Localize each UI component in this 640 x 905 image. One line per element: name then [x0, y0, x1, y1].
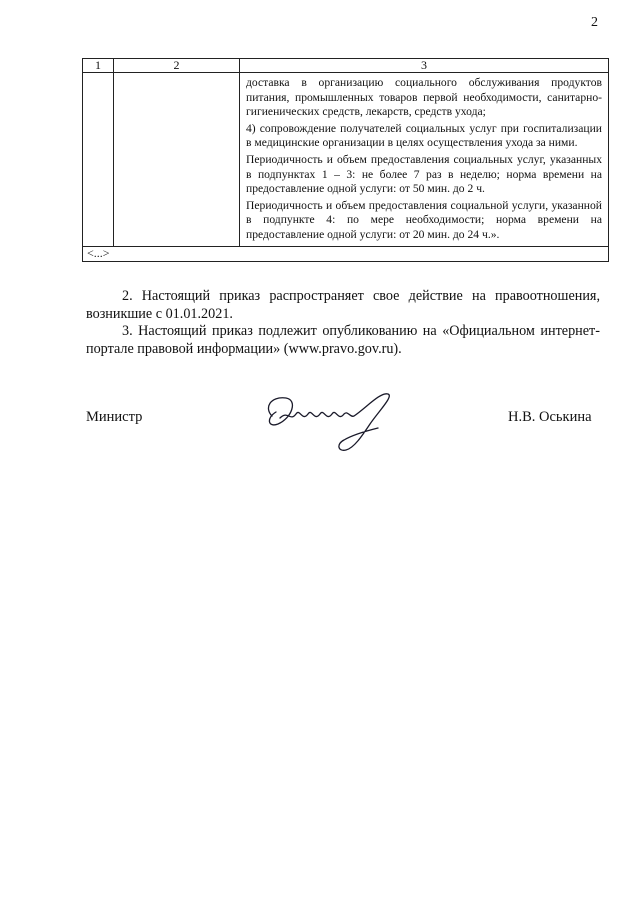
- page-number: 2: [591, 15, 598, 30]
- table-header-row: [83, 59, 609, 73]
- paragraph-2-text: 2. Настоящий приказ распространяет свое действие на правоотношения, возникшие с 01.01.2021.: [86, 288, 600, 322]
- signatory-title: Министр: [86, 409, 143, 425]
- cell-col-2: [114, 73, 240, 247]
- cell-text-item-4: 4) сопровождение получателей социальных услуг при госпитализации в медицинские организации в целях осуществления ухода за ними.: [246, 121, 602, 150]
- cell-col-1: [83, 73, 114, 247]
- cell-text-periodicity-4: Периодичность и объем предоставления социальной услуги, указанной в подпункте 4: по мере необходимости; норма времени на предоставление одной услуги: от 20 мин. до 24 ч.».: [246, 198, 602, 241]
- cell-col-3: [240, 73, 609, 247]
- cell-text-delivery: доставка в организацию социального обслуживания продуктов питания, промышленных товаров первой необходимости, санитарно-гигиенических средств, лекарств, средств ухода;: [246, 76, 602, 119]
- paragraph-3-text: 3. Настоящий приказ подлежит опубликованию на «Официальном интернет-портале правовой информации» (www.pravo.gov.ru).: [86, 323, 600, 357]
- table-footer-ellipsis: <...>: [83, 246, 609, 261]
- services-table: [82, 58, 609, 262]
- header-col-2: 2: [114, 59, 240, 73]
- header-col-3: 3: [240, 59, 609, 73]
- table-footer-row: [83, 246, 609, 261]
- paragraph-2: [86, 287, 600, 323]
- cell-text-periodicity-1-3: Периодичность и объем предоставления социальных услуг, указанных в подпунктах 1 – 3: не более 7 раз в неделю; норма времени на предоставление одной услуги: от 50 мин. до 2 ч.: [246, 152, 602, 196]
- header-col-1: 1: [83, 59, 114, 73]
- signatory-name: Н.В. Оськина: [508, 409, 592, 425]
- table-row: [83, 73, 609, 247]
- handwritten-signature: [258, 388, 398, 458]
- paragraph-3: [86, 322, 600, 358]
